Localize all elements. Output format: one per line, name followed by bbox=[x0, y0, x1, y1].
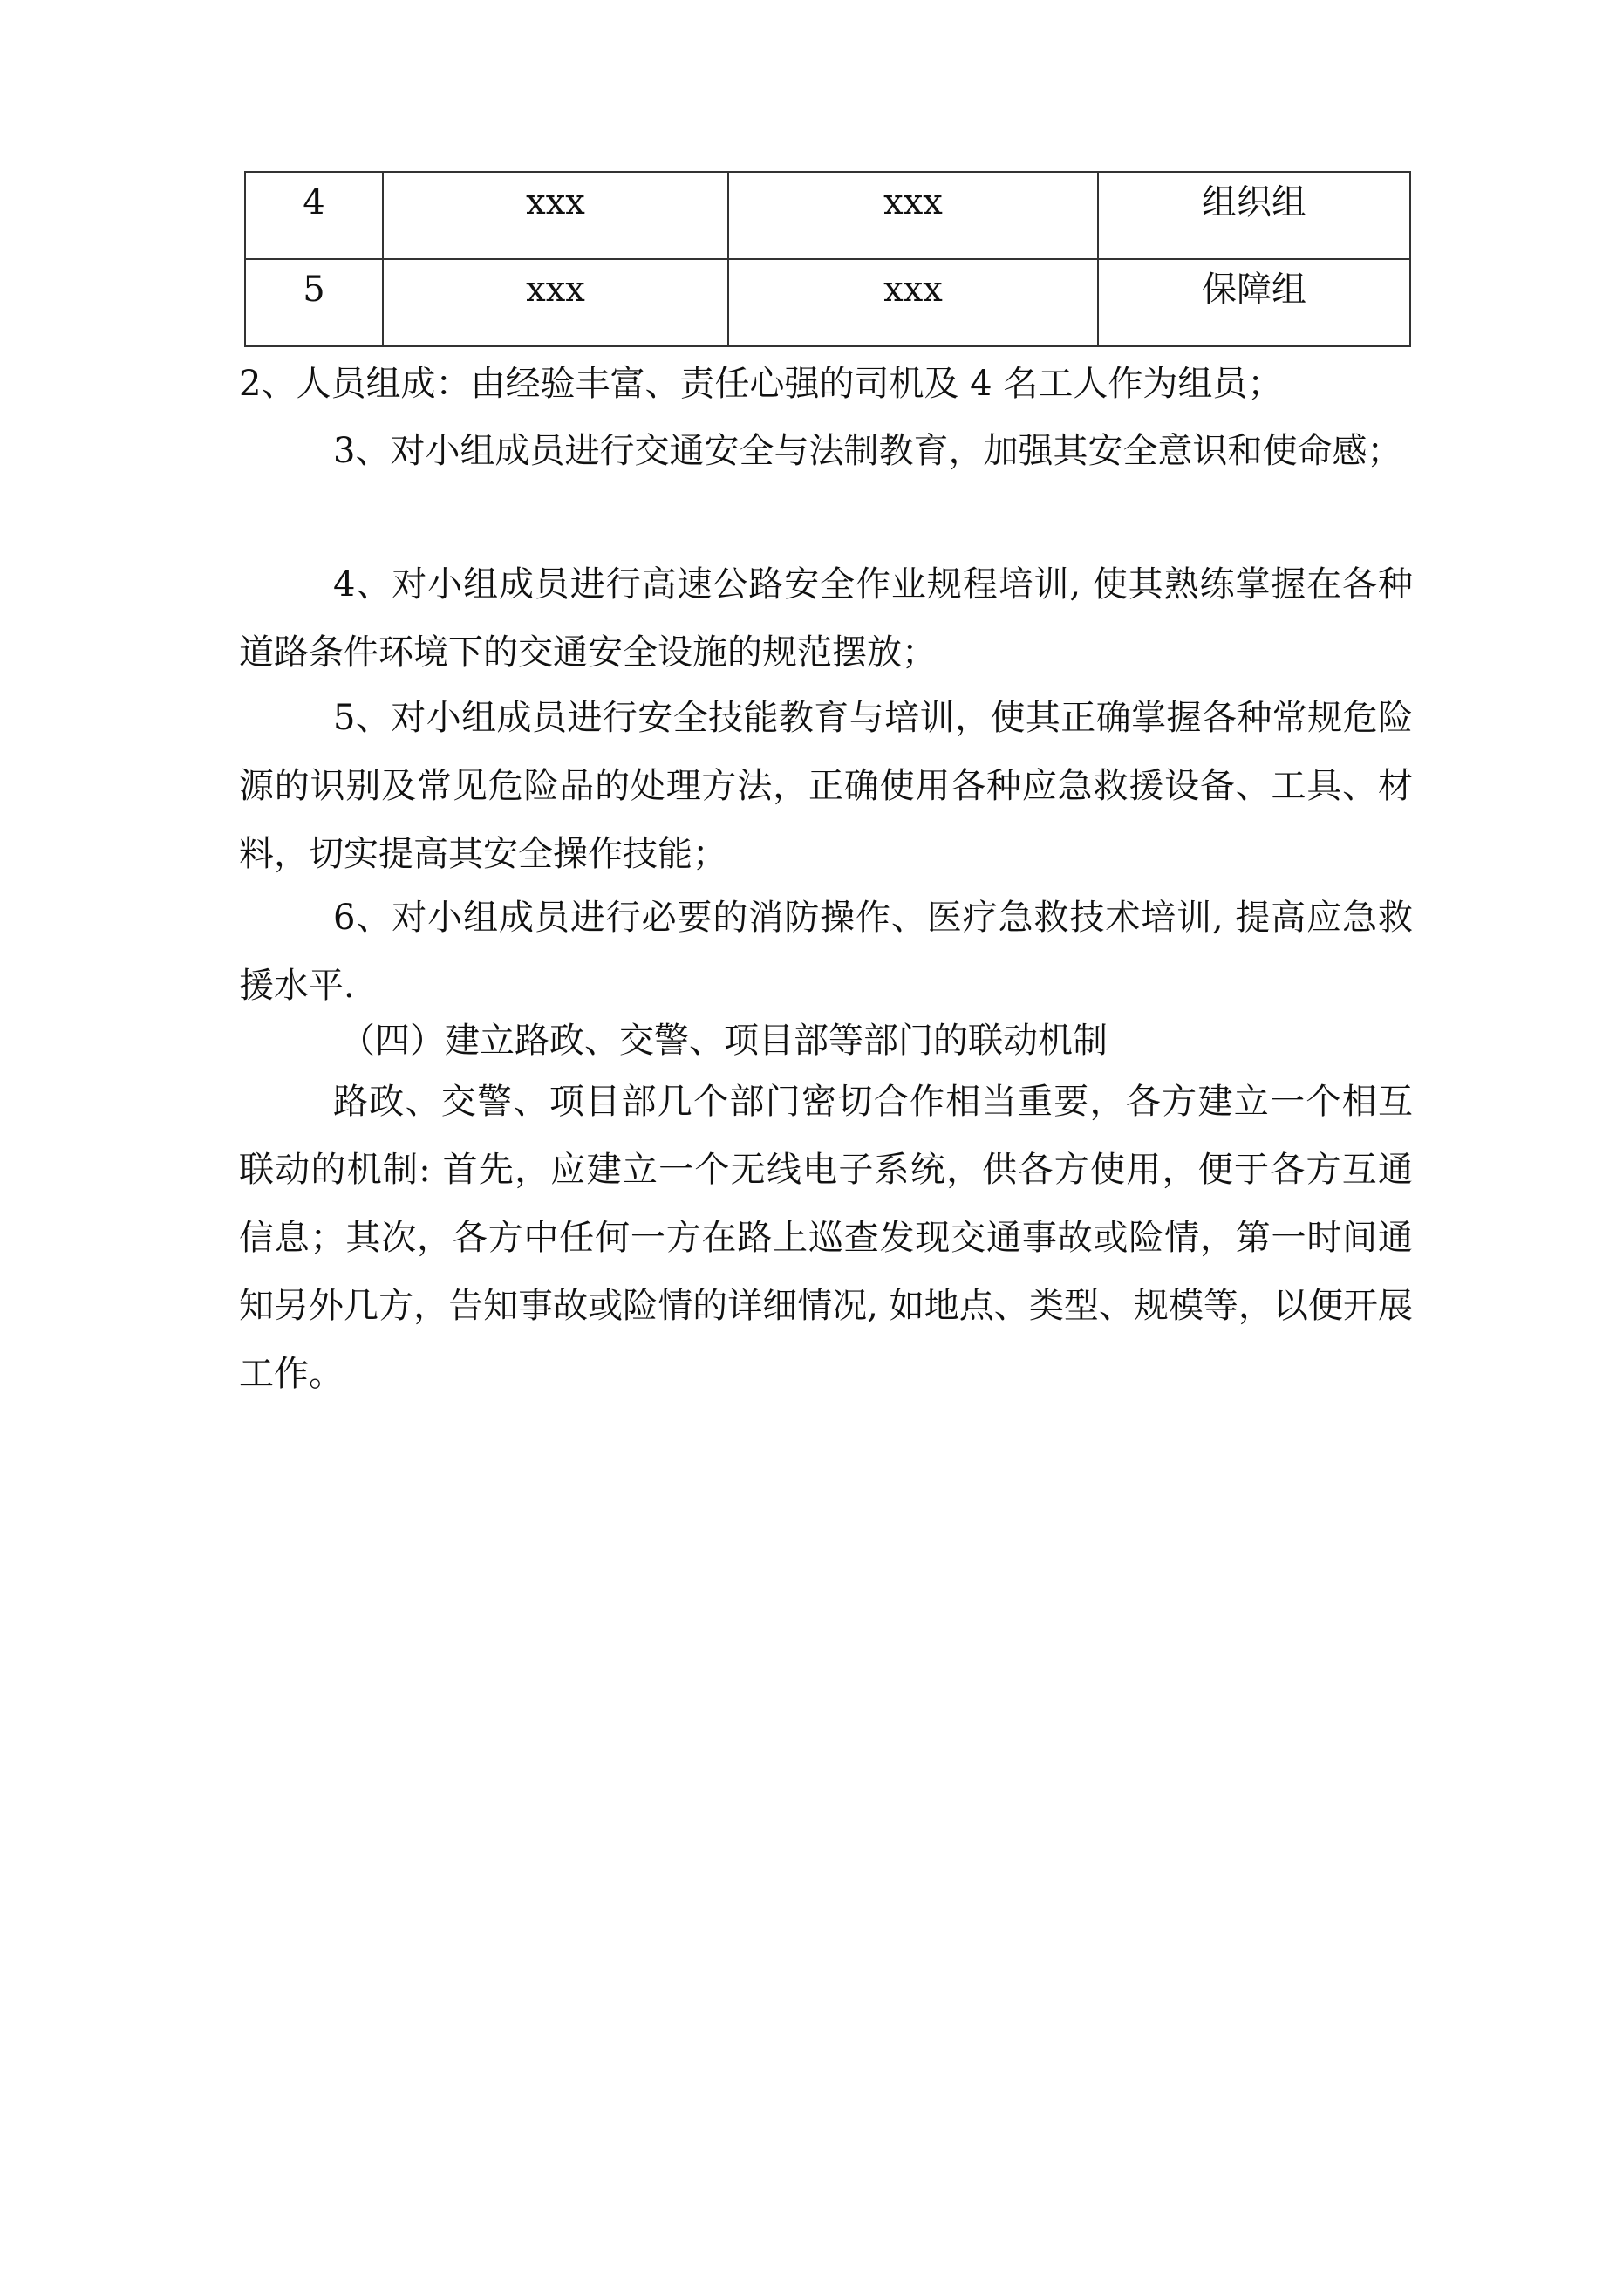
paragraph-personnel-composition: 2、人员组成：由经验丰富、责任心强的司机及 4 名工人作为组员； bbox=[239, 364, 1283, 404]
table-cell-number bbox=[245, 172, 383, 259]
cell-text: 4 bbox=[303, 182, 325, 222]
paragraph-fire-medical-training: 6、对小组成员进行必要的消防操作、医疗急救技术培训, 提高应急救援水平. bbox=[239, 898, 1413, 1006]
cell-text: xxx bbox=[526, 270, 585, 310]
table-cell-group bbox=[1098, 259, 1410, 346]
table-cell-position bbox=[728, 259, 1098, 346]
table-cell-number bbox=[245, 259, 383, 346]
section-heading-linkage-mechanism: （四）建立路政、交警、项目部等部门的联动机制 bbox=[340, 1021, 1108, 1061]
table-cell-group bbox=[1098, 172, 1410, 259]
cell-text: 5 bbox=[303, 270, 325, 310]
paragraph-linkage-mechanism: 路政、交警、项目部几个部门密切合作相当重要，各方建立一个相互联动的机制: 首先，应建立一个无线电子系统，供各方使用，便于各方互通信息；其次，各方中任何一方在路上巡查发现交通事故或险情，第一时间通知另外几方，告知事故或险情的详细情况, 如地点、类型、规模等，以便开展工作。 bbox=[239, 1082, 1413, 1394]
cell-text: xxx bbox=[526, 182, 585, 222]
table-cell-position bbox=[728, 172, 1098, 259]
table-cell-name bbox=[383, 172, 728, 259]
cell-text: 组织组 bbox=[1202, 182, 1306, 222]
team-member-table bbox=[244, 171, 1411, 347]
paragraph-skill-training: 5、对小组成员进行安全技能教育与培训，使其正确掌握各种常规危险源的识别及常见危险品的处理方法，正确使用各种应急救援设备、工具、材料，切实提高其安全操作技能； bbox=[239, 698, 1413, 874]
table-row bbox=[245, 259, 1410, 346]
cell-text: 保障组 bbox=[1202, 270, 1306, 310]
paragraph-safety-legal-education: 3、对小组成员进行交通安全与法制教育，加强其安全意识和使命感； bbox=[333, 431, 1402, 471]
table-row bbox=[245, 172, 1410, 259]
cell-text: xxx bbox=[883, 270, 943, 310]
paragraph-operation-training: 4、对小组成员进行高速公路安全作业规程培训, 使其熟练掌握在各种道路条件环境下的交通安全设施的规范摆放； bbox=[239, 564, 1413, 673]
cell-text: xxx bbox=[883, 182, 943, 222]
table-cell-name bbox=[383, 259, 728, 346]
